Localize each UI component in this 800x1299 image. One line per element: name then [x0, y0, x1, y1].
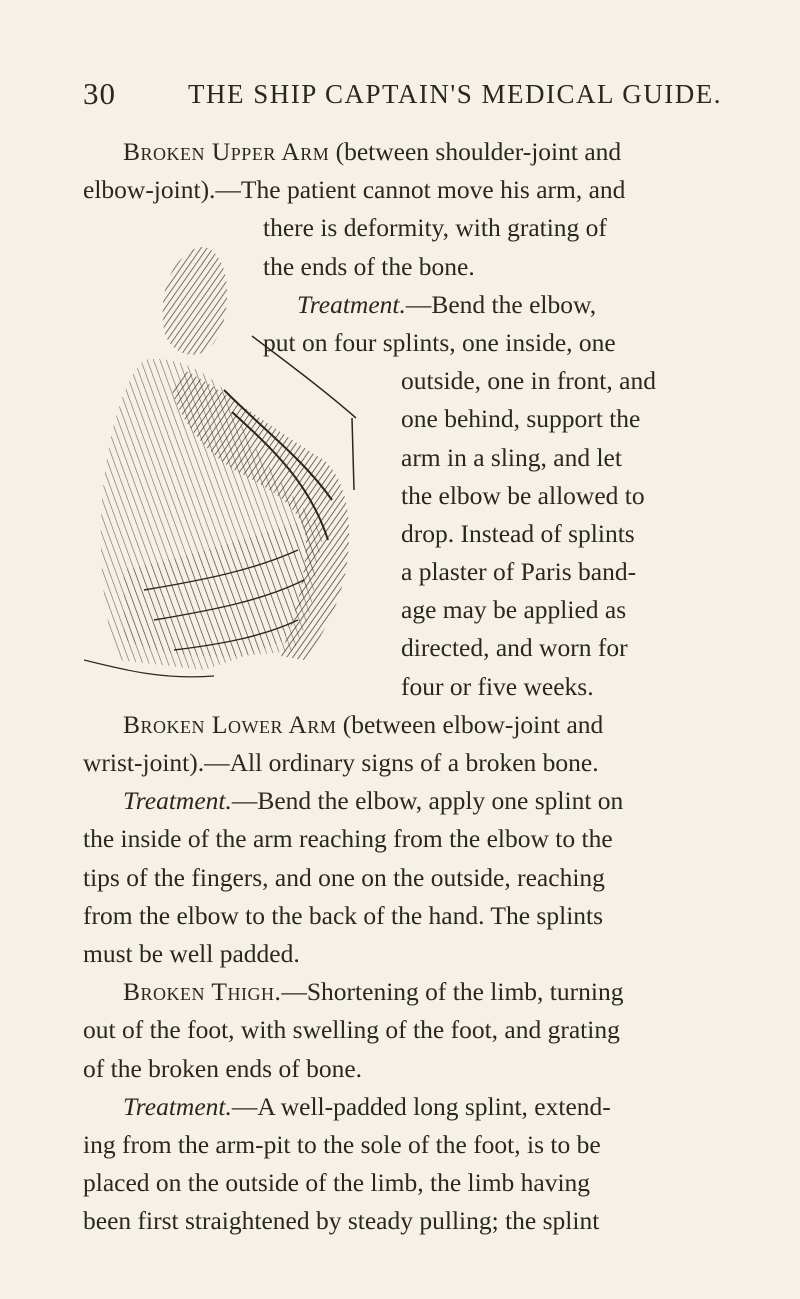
- body-text: [83, 133, 723, 1240]
- line-text: the inside of the arm reaching from the elbow to the: [83, 824, 613, 854]
- text-line: [83, 477, 723, 515]
- line-text: outside, one in front, and: [401, 366, 656, 396]
- line-text: (between elbow-joint and: [336, 709, 604, 739]
- text-line: [83, 897, 723, 935]
- line-text: must be well padded.: [83, 938, 300, 968]
- line-text: from the elbow to the back of the hand. The splints: [83, 900, 604, 930]
- line-text: tips of the fingers, and one on the outside, reaching: [83, 862, 605, 892]
- text-line: [83, 515, 723, 553]
- line-text: there is deformity, with grating of: [263, 213, 607, 243]
- text-line: [83, 324, 723, 362]
- line-text: —Bend the elbow, apply one splint on: [231, 786, 624, 816]
- line-text: put on four splints, one inside, one: [263, 327, 616, 357]
- text-line: [83, 706, 723, 744]
- section-heading: Broken Lower Arm: [123, 709, 337, 739]
- line-text: age may be applied as: [401, 595, 627, 625]
- line-text: placed on the outside of the limb, the limb having: [83, 1168, 591, 1198]
- text-line: [83, 820, 723, 858]
- line-text: —Shortening of the limb, turning: [281, 977, 624, 1007]
- treatment-label: Treatment.: [297, 289, 406, 319]
- text-line: [83, 553, 723, 591]
- text-line: [83, 859, 723, 897]
- line-text: —Bend the elbow,: [405, 289, 597, 319]
- line-text: arm in a sling, and let: [401, 442, 622, 472]
- page-number: 30: [83, 76, 116, 111]
- running-title: THE SHIP CAPTAIN'S MEDICAL GUIDE.: [188, 79, 722, 109]
- text-line: [83, 209, 723, 247]
- text-line: [83, 400, 723, 438]
- line-text: been first straightened by steady pulling; the splint: [83, 1206, 600, 1236]
- line-text: one behind, support the: [401, 404, 641, 434]
- text-line: [83, 744, 723, 782]
- text-line: [83, 1202, 723, 1240]
- text-line: [83, 973, 723, 1011]
- text-line: [83, 629, 723, 667]
- text-line: [83, 1088, 723, 1126]
- text-line: [83, 171, 723, 209]
- line-text: the elbow be allowed to: [401, 480, 645, 510]
- text-line: [83, 782, 723, 820]
- line-text: elbow-joint).—The patient cannot move his arm, and: [83, 175, 626, 205]
- line-text: —A well-padded long splint, extend-: [231, 1091, 611, 1121]
- text-line: [83, 935, 723, 973]
- running-head: [0, 76, 800, 116]
- line-text: ing from the arm-pit to the sole of the foot, is to be: [83, 1129, 601, 1159]
- text-line: [83, 248, 723, 286]
- section-heading: Broken Thigh.: [123, 977, 282, 1007]
- line-text: wrist-joint).—All ordinary signs of a broken bone.: [83, 748, 599, 777]
- text-line: [83, 286, 723, 324]
- line-text: four or five weeks.: [401, 671, 594, 701]
- text-line: [83, 362, 723, 400]
- line-text: drop. Instead of splints: [401, 518, 635, 548]
- treatment-label: Treatment.: [123, 1091, 232, 1121]
- text-line: [83, 1011, 723, 1049]
- section-heading: Broken Upper Arm: [123, 137, 330, 166]
- line-text: out of the foot, with swelling of the foot, and grating: [83, 1015, 620, 1045]
- text-line: [83, 1126, 723, 1164]
- line-text: a plaster of Paris band-: [401, 557, 637, 587]
- text-line: [83, 133, 723, 171]
- text-line: [83, 1050, 723, 1088]
- text-line: [83, 591, 723, 629]
- text-line: [83, 439, 723, 477]
- treatment-label: Treatment.: [123, 786, 232, 816]
- line-text: (between shoulder-joint and: [329, 137, 622, 166]
- line-text: of the broken ends of bone.: [83, 1053, 363, 1083]
- text-line: [83, 1164, 723, 1202]
- line-text: directed, and worn for: [401, 633, 628, 663]
- text-line: [83, 668, 723, 706]
- line-text: the ends of the bone.: [263, 251, 475, 281]
